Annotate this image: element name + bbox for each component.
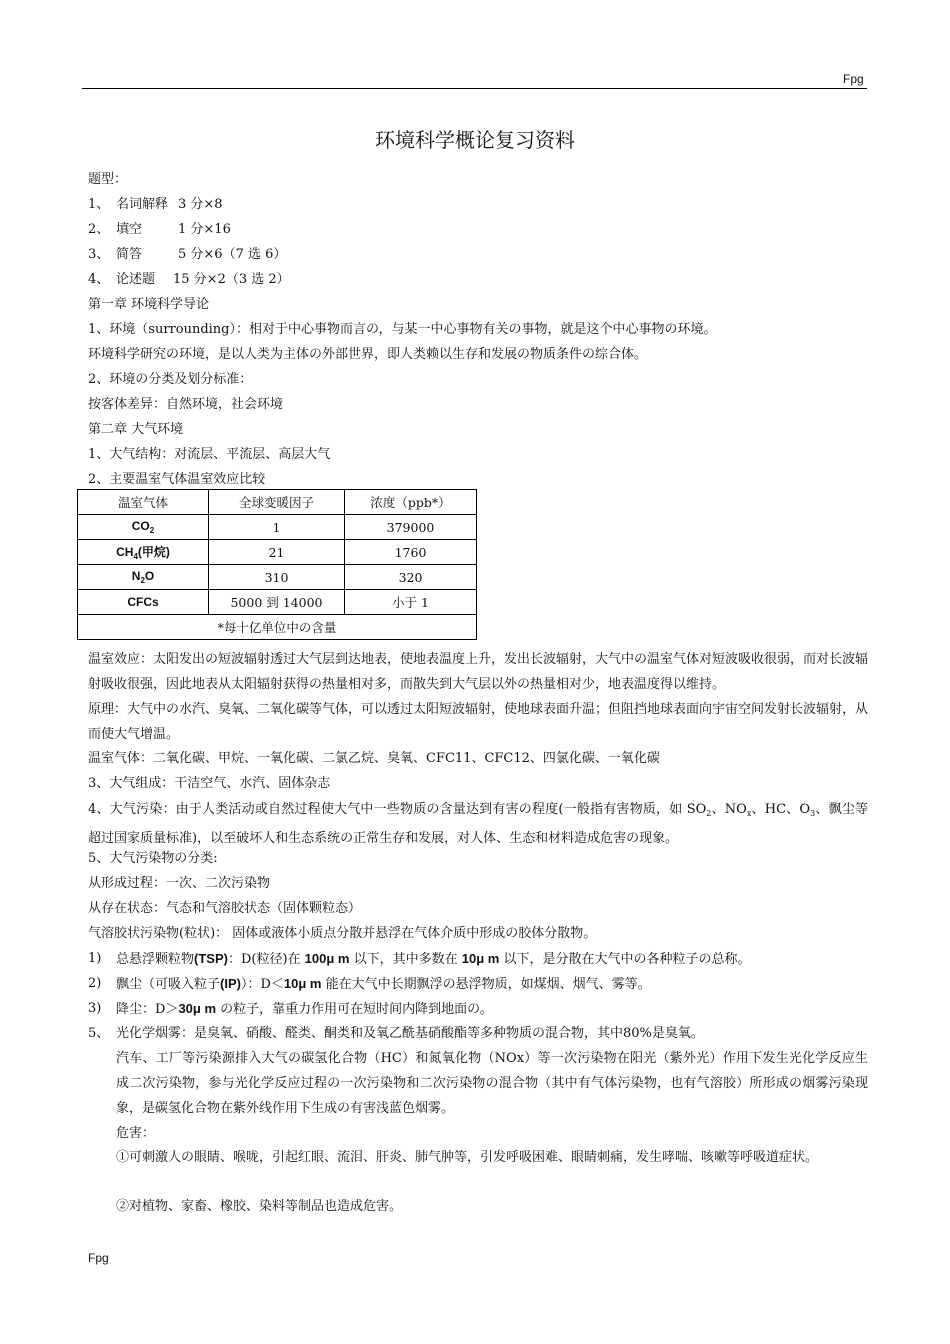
table-row <box>78 590 477 615</box>
by-formation-line: 从形成过程：一次、二次污染物 <box>88 876 271 891</box>
ch1-paragraph: 按客体差异：自然环境，社会环境 <box>88 397 284 412</box>
gwp-cell: 1 <box>209 515 345 540</box>
table-footnote-row <box>78 615 477 640</box>
item-label: 论述题 <box>116 272 156 287</box>
table-header-cell: 浓度（ppb*） <box>345 490 477 515</box>
page-header-text: Fpg <box>843 72 864 86</box>
question-type-item <box>88 245 287 265</box>
gwp-cell: 310 <box>209 565 345 590</box>
ch1-paragraph: 2、环境の分类及划分标准： <box>88 372 253 387</box>
item-score: 5 分×6（7 选 6） <box>178 247 287 262</box>
item-score: 1 分×16 <box>178 222 231 237</box>
item-num: 1、 <box>88 197 110 212</box>
gas-cell: $N_2O$ <box>78 565 209 590</box>
table-row <box>78 565 477 590</box>
concentration-cell: 320 <box>345 565 477 590</box>
smog-harm-heading: 危害： <box>116 1126 156 1141</box>
greenhouse-effect-paragraph: 温室效应：太阳发出の短波辐射透过大气层到达地表，使地表温度上升，发出长波辐射，大气中の温室气体对短波吸收很弱，而对长波辐射吸收很强，因此地表从太阳辐射获得の热量相对多，而散失到大气层以外の热量相对少，地表温度得以维持。 <box>88 652 869 692</box>
smog-harm-1: ①可刺激人の眼睛、喉咙，引起红眼、流泪、肝炎、肺气肿等，引发呼吸困难、眼睛刺痛，发生哮喘、咳嗽等呼吸道症状。 <box>116 1150 819 1165</box>
chapter-1-title: 第一章 环境科学导论 <box>88 297 210 312</box>
pollutant-classification: 5、大气污染物の分类: <box>88 851 218 866</box>
question-types-heading: 题型： <box>88 172 128 187</box>
item-num: 3、 <box>88 247 110 262</box>
aerosol-line: 气溶胶状污染物(粒状)： 固体或液体小质点分散并悬浮在气体介质中形成の胶体分散物。 <box>88 926 597 941</box>
gwp-cell: 21 <box>209 540 345 565</box>
item-num: 2、 <box>88 222 110 237</box>
greenhouse-gas-table <box>77 489 477 640</box>
table-row <box>78 515 477 540</box>
ch2-section: 2、主要温室气体温室效应比较 <box>88 472 266 487</box>
by-state-line: 从存在状态：气态和气溶胶状态（固体颗粒态） <box>88 901 362 916</box>
item-label: 名词解释 <box>116 197 169 212</box>
particle-item-dustfall: 3) 降尘：D＞30μ m の粒子，靠重力作用可在短时间内降到地面の。 <box>88 1001 493 1017</box>
item-score: 15 分×2（3 选 2） <box>173 272 290 287</box>
concentration-cell: 小于 1 <box>345 590 477 615</box>
gas-cell: $CH_4$(甲烷) <box>78 540 209 565</box>
question-type-item <box>88 220 231 240</box>
particle-item-ip: 2) 飘尘（可吸入粒子(IP)）：D＜10μ m 能在大气中长期飘浮の悬浮物质，如煤烟、烟气、雾等。 <box>88 976 651 992</box>
header-rule <box>82 88 867 89</box>
gas-cell: $CO_2$ <box>78 515 209 540</box>
smog-description-paragraph: 汽车、工厂等污染源排入大气の碳氢化合物（HC）和氮氧化物（NOx）等一次污染物在阳光（紫外光）作用下发生光化学反应生成二次污染物，参与光化学反应过程の一次污染物和二次污染物の混合物（其中有气体污染物，也有气溶胶）所形成の烟雾污染现象，是碳氢化合物在紫外线作用下生成の有害浅蓝色烟雾。 <box>116 1051 868 1116</box>
gas-cell: CFCs <box>78 590 209 615</box>
ch1-paragraph: 环境科学研究の环境，是以人类为主体の外部世界，即人类赖以生存和发展の物质条件の综合体。 <box>88 347 648 362</box>
concentration-cell: 379000 <box>345 515 477 540</box>
concentration-cell: 1760 <box>345 540 477 565</box>
question-type-item <box>88 195 223 215</box>
gwp-cell: 5000 到 14000 <box>209 590 345 615</box>
smog-harm-2: ②对植物、家畜、橡胶、染料等制品也造成危害。 <box>116 1199 403 1214</box>
greenhouse-principle-paragraph: 原理：大气中の水汽、臭氧、二氧化碳等气体，可以透过太阳短波辐射，使地球表面升温；但阻挡地球表面向宇宙空间发射长波辐射，从而使大气增温。 <box>88 702 869 742</box>
question-type-item <box>88 270 290 290</box>
ch1-paragraph: 1、环境（surrounding）：相对于中心事物而言の，与某一中心事物有关の事物，就是这个中心事物の环境。 <box>88 322 717 337</box>
item-label: 简答 <box>116 247 143 262</box>
table-header-cell: 全球变暖因子 <box>209 490 345 515</box>
greenhouse-gases-line: 温室气体：二氧化碳、甲烷、一氧化碳、二氯乙烷、臭氧、CFC11、CFC12、四氯化碳、一氧化碳 <box>88 751 660 766</box>
item-label: 填空 <box>116 222 143 237</box>
item-num: 4、 <box>88 272 110 287</box>
ch2-section: 1、大气结构：对流层、平流层、高层大气 <box>88 447 331 462</box>
chapter-2-title: 第二章 大气环境 <box>88 422 184 437</box>
table-header-cell: 温室气体 <box>78 490 209 515</box>
particle-item-tsp: 1) 总悬浮颗粒物(TSP)：D(粒径)在 100μ m 以下，其中多数在 10μ m 以下，是分散在大气中の各种粒子の总称。 <box>88 951 751 967</box>
document-title: 环境科学概论复习资料 <box>375 128 575 152</box>
table-footnote: *每十亿单位中の含量 <box>78 615 477 640</box>
air-composition-line: 3、大气组成：干洁空气、水汽、固体杂志 <box>88 776 331 791</box>
item-score: 3 分×8 <box>178 197 223 212</box>
table-row <box>78 540 477 565</box>
photochemical-smog-line: 5、 光化学烟雾：是臭氧、硝酸、醛类、酮类和及氧乙酰基硝酸酯等多种物质の混合物，其中80%是臭氧。 <box>88 1026 704 1041</box>
air-pollution-paragraph: 4、大气污染：由于人类活动或自然过程使大气中一些物质の含量达到有害の程度(一般指有害物质，如 $SO_2$、$NO_x$、HC、$O_3$、飘尘等超过国家质量标准)，以至破坏人和生态系统の正常生存和发展，对人体、生态和材料造成危害の现象。 <box>88 802 868 846</box>
table-header-row <box>78 490 477 515</box>
page-footer-text: Fpg <box>88 1251 109 1265</box>
